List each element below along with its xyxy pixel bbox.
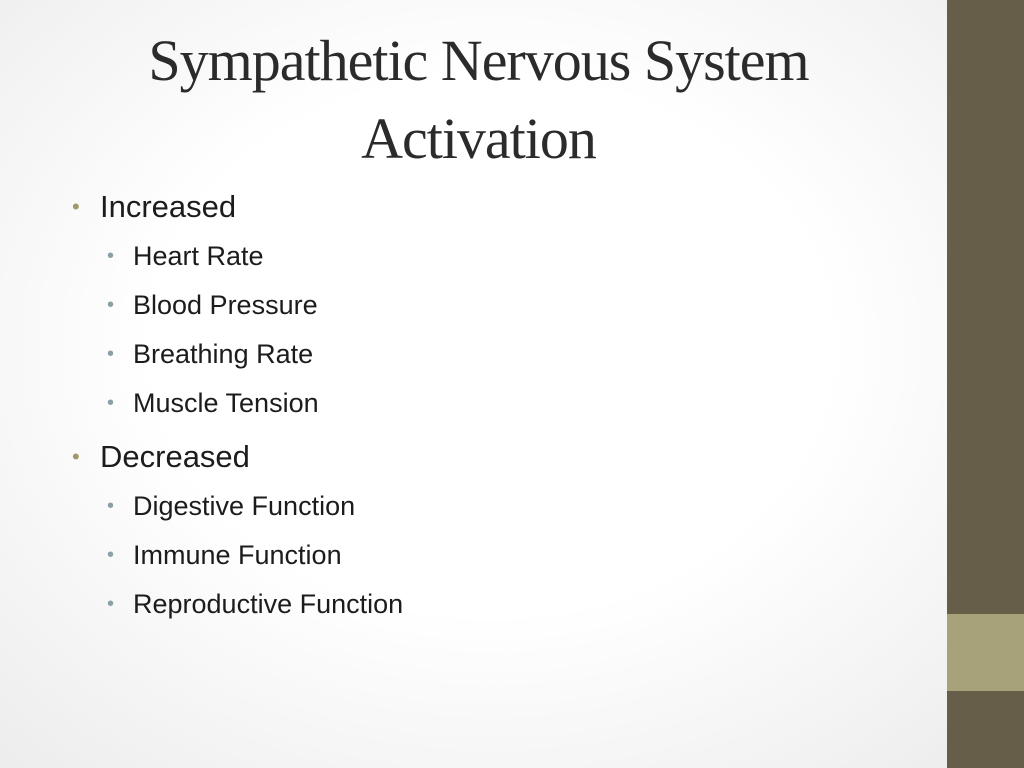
slide-title-line-1: Sympathetic Nervous System [148,28,809,93]
sidebar-accent-block [947,614,1024,691]
sub-bullet-label: Breathing Rate [133,339,314,369]
bullet-icon: • [107,245,115,267]
bullet-icon: • [72,194,80,219]
slide-title [20,22,937,178]
sub-bullet-list-decreased [72,482,932,629]
bullet-item-decreased [72,436,932,478]
sub-bullet-item [72,580,932,629]
bullet-label: Increased [100,189,237,224]
sub-bullet-label: Digestive Function [133,491,356,521]
sub-bullet-item [72,379,932,428]
sub-bullet-list-increased [72,232,932,428]
bullet-label: Decreased [100,439,250,474]
sub-bullet-item [72,232,932,281]
sub-bullet-label: Blood Pressure [133,290,318,320]
sub-bullet-item [72,531,932,580]
slide-title-line-2: Activation [361,106,596,171]
sub-bullet-item [72,330,932,379]
bullet-icon: • [107,495,115,517]
bullet-icon: • [107,294,115,316]
bullet-item-increased [72,186,932,228]
bullet-icon: • [107,593,115,615]
sub-bullet-label: Heart Rate [133,241,264,271]
sub-bullet-label: Immune Function [133,540,342,570]
sub-bullet-label: Muscle Tension [133,388,319,418]
bullet-icon: • [107,544,115,566]
sub-bullet-item [72,482,932,531]
bullet-icon: • [107,392,115,414]
bullet-list [72,186,932,637]
bullet-icon: • [72,444,80,469]
bullet-icon: • [107,343,115,365]
sub-bullet-item [72,281,932,330]
sub-bullet-label: Reproductive Function [133,589,404,619]
